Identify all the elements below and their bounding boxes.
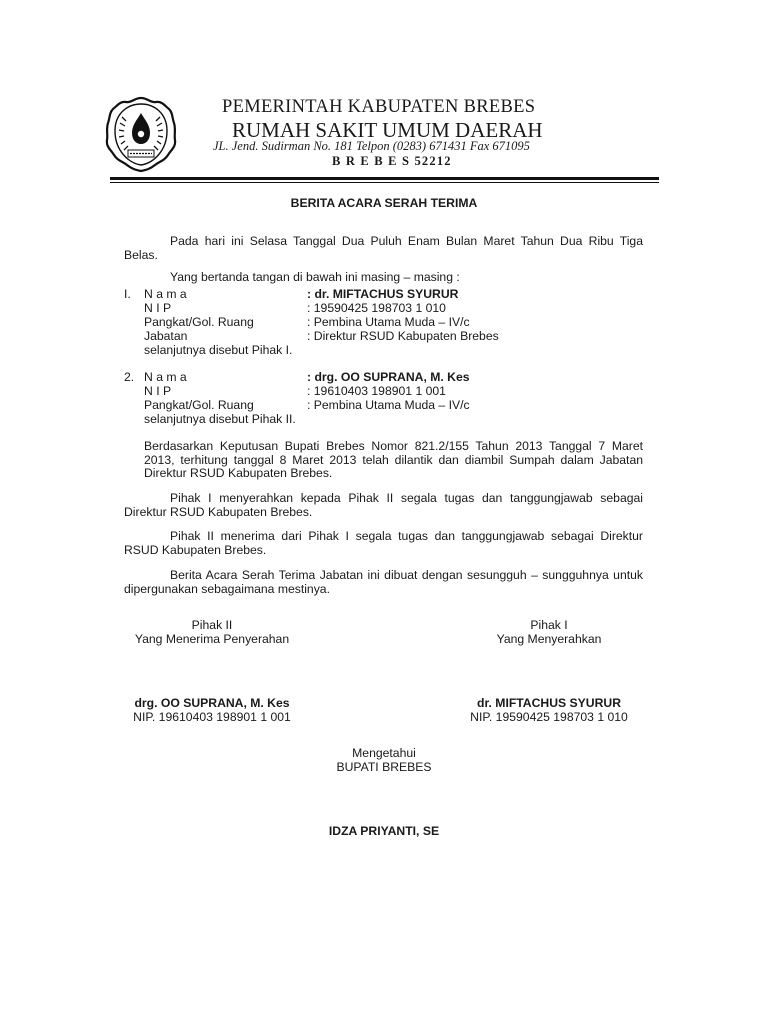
intro-line: Yang bertanda tangan di bawah ini masing – masing : <box>170 270 460 284</box>
letterhead-divider-thin <box>110 182 659 183</box>
party1-nip-value: : 19590425 198703 1 010 <box>307 301 446 315</box>
acknowledge-title: BUPATI BREBES <box>336 760 432 774</box>
left-signatory-name: drg. OO SUPRANA, M. Kes <box>134 696 290 710</box>
opening-paragraph: Pada hari ini Selasa Tanggal Dua Puluh Enam Bulan Maret Tahun Dua Ribu Tiga Belas. <box>124 234 643 262</box>
party1-rank-label: Pangkat/Gol. Ruang <box>144 315 254 329</box>
party1-closing: selanjutnya disebut Pihak I. <box>144 343 293 357</box>
decree-paragraph: Berdasarkan Keputusan Bupati Brebes Nomor 821.2/155 Tahun 2013 Tanggal 7 Maret 2013, terhitung tanggal 8 Maret 2013 telah dilantik dan diambil Sumpah dalam Jabatan Direktur RSUD Kabupaten Brebes. <box>144 439 643 480</box>
party1-rank-value: : Pembina Utama Muda – IV/c <box>307 315 470 329</box>
right-signatory-name: dr. MIFTACHUS SYURUR <box>477 696 621 710</box>
acknowledge-label: Mengetahui <box>352 746 416 760</box>
document-title: BERITA ACARA SERAH TERIMA <box>290 196 478 210</box>
party1-number: I. <box>124 287 131 301</box>
closing-paragraph: Berita Acara Serah Terima Jabatan ini dibuat dengan sesungguh – sungguhnya untuk dipergunakan sebagaimana mestinya. <box>124 568 643 596</box>
party2-closing: selanjutnya disebut Pihak II. <box>144 412 296 426</box>
left-signatory-caption: Yang Menerima Penyerahan <box>134 632 290 646</box>
handover-paragraph: Pihak I menyerahkan kepada Pihak II segala tugas dan tanggungjawab sebagai Direktur RSUD Kabupaten Brebes. <box>124 491 643 519</box>
letterhead-hospital: RUMAH SAKIT UMUM DAERAH <box>232 118 543 142</box>
left-signatory-role: Pihak II <box>191 618 233 632</box>
party2-nip-label: N I P <box>144 384 172 398</box>
left-signatory-nip: NIP. 19610403 198901 1 001 <box>133 710 291 724</box>
party2-nip-value: : 19610403 198901 1 001 <box>307 384 446 398</box>
letterhead-divider-thick <box>110 177 659 180</box>
party2-name-value: : drg. OO SUPRANA, M. Kes <box>307 370 470 384</box>
party2-rank-label: Pangkat/Gol. Ruang <box>144 398 254 412</box>
letterhead-address: JL. Jend. Sudirman No. 181 Telpon (0283) 671431 Fax 671095 <box>213 139 530 153</box>
right-signatory-role: Pihak I <box>530 618 568 632</box>
right-signatory-caption: Yang Menyerahkan <box>496 632 602 646</box>
letterhead-city: B R E B E S 52212 <box>332 154 452 168</box>
letterhead-government: PEMERINTAH KABUPATEN BREBES <box>222 97 536 117</box>
party2-name-label: N a m a <box>144 370 187 384</box>
party1-name-value: : dr. MIFTACHUS SYURUR <box>307 287 459 301</box>
receive-paragraph: Pihak II menerima dari Pihak I segala tugas dan tanggungjawab sebagai Direktur RSUD Kabupaten Brebes. <box>124 529 643 557</box>
party1-position-value: : Direktur RSUD Kabupaten Brebes <box>307 329 499 343</box>
acknowledge-name: IDZA PRIYANTI, SE <box>328 824 440 838</box>
party2-rank-value: : Pembina Utama Muda – IV/c <box>307 398 470 412</box>
party1-position-label: Jabatan <box>144 329 188 343</box>
party2-number: 2. <box>124 370 135 384</box>
right-signatory-nip: NIP. 19590425 198703 1 010 <box>470 710 628 724</box>
party1-nip-label: N I P <box>144 301 172 315</box>
brebes-regency-emblem-icon <box>104 95 178 173</box>
party1-name-label: N a m a <box>144 287 187 301</box>
